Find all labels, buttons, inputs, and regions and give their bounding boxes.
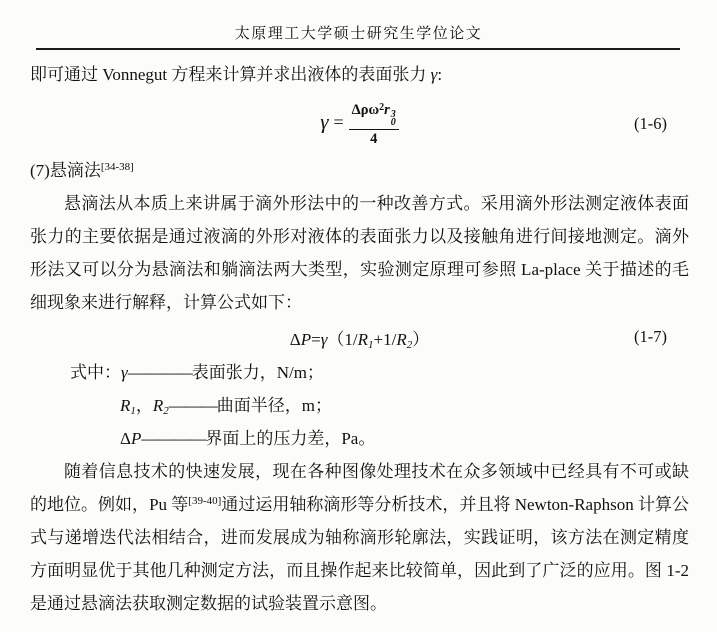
- intro-line: [30, 58, 689, 91]
- eq16-r-sup: 3: [390, 108, 396, 120]
- def-r2-sub: 2: [163, 405, 169, 417]
- def-p: P: [130, 429, 142, 448]
- eq16-r-scripts: [390, 108, 396, 128]
- def-pressure-dash: ————: [141, 429, 206, 448]
- eq16-denominator: 4: [370, 130, 378, 147]
- eq17-r2: R: [396, 329, 407, 349]
- eq16-fraction: [349, 102, 399, 147]
- equation-1-6-label: (1-6): [634, 114, 667, 133]
- equation-1-7: [30, 320, 689, 354]
- eq17-close-paren: ）: [412, 329, 430, 349]
- eq16-equals: =: [333, 111, 344, 132]
- eq17-equals: =: [311, 329, 321, 349]
- eq16-numerator: [349, 102, 399, 130]
- eq16-r-sub: 0: [390, 117, 396, 128]
- definition-pressure: [120, 422, 689, 455]
- vonnegut-formula: [320, 102, 399, 147]
- variable-definitions: [70, 356, 689, 455]
- paragraph-image-processing: [30, 455, 689, 620]
- def-pressure-text: 界面上的压力差，Pa。: [205, 429, 376, 448]
- laplace-formula: [290, 325, 429, 350]
- page-content: [0, 50, 717, 620]
- paragraph-image-processing-part1: 随着信息技术的快速发展，现在各种图像处理技术在众多领域中已经具有不可或缺的地位。例如，Pu 等: [30, 462, 689, 514]
- eq17-r1-sub: 1: [368, 338, 374, 351]
- def-gamma-dash: ————: [127, 363, 192, 382]
- citation-34-38: [34-38]: [100, 161, 134, 173]
- section-7-title: (7)悬滴法: [30, 161, 101, 180]
- header-title: 太原理工大学硕士研究生学位论文: [234, 26, 483, 42]
- eq17-r1: R: [357, 329, 369, 349]
- paragraph-pendant-drop-text: 悬滴法从本质上来讲属于滴外形法中的一种改善方式。采用滴外形法测定液体表面张力的主要依据是通过液滴的外形对液体的表面张力以及接触角进行间接地测定。滴外形法又可以分为悬滴法和躺滴法两大类型，实验测定原理可参照 La-place 关于描述的毛细现象来进行解释，计算公式如下：: [30, 194, 689, 312]
- eq17-plus: +1/: [373, 329, 397, 349]
- eq17-gamma: γ: [320, 329, 328, 349]
- def-radii-comma: ，: [135, 396, 153, 415]
- intro-text: 即可通过 Vonnegut 方程来计算并求出液体的表面张力: [30, 65, 431, 84]
- def-radii-text: 曲面半径，m；: [216, 396, 333, 415]
- def-r1: R: [120, 396, 131, 415]
- equation-1-7-label: (1-7): [634, 327, 667, 346]
- eq16-r: r: [384, 101, 390, 118]
- eq17-p: P: [300, 329, 312, 349]
- page-header: [0, 0, 717, 50]
- definition-gamma: [70, 356, 689, 389]
- gamma-symbol: γ: [430, 65, 438, 84]
- defs-prefix: 式中：: [70, 363, 121, 382]
- eq16-num-base: Δρω: [351, 101, 380, 118]
- paragraph-pendant-drop: [30, 187, 689, 319]
- intro-colon: :: [437, 65, 443, 84]
- def-gamma-text: 表面张力，N/m；: [191, 363, 324, 382]
- section-7-heading: [30, 154, 689, 187]
- eq16-gamma: γ: [320, 108, 329, 133]
- paragraph-image-processing-part2: 通过运用轴称滴形等分析技术，并且将 Newton-Raphson 计算公式与递增迭代法相结合，进而发展成为轴称滴形轮廓法，实践证明，该方法在测定精度方面明显优于其他几种测定方法，而且操作起来比较简单，因此到了广泛的应用。图 1-2 是通过悬滴法获取测定数据的试验装置示意图。: [30, 495, 689, 613]
- eq17-r2-sub: 2: [406, 338, 413, 351]
- def-gamma-symbol: γ: [121, 363, 128, 382]
- eq16-omega-exponent: 2: [379, 101, 385, 113]
- eq17-open-paren: （1/: [327, 329, 358, 349]
- def-radii-dash: ———: [168, 396, 217, 415]
- citation-39-40: [39-40]: [188, 495, 222, 507]
- def-r1-sub: 1: [130, 405, 136, 417]
- eq17-delta: Δ: [289, 329, 301, 349]
- equation-1-6: [30, 98, 689, 150]
- def-r2: R: [152, 396, 164, 415]
- def-delta: Δ: [120, 429, 131, 448]
- definition-radii: [120, 389, 689, 422]
